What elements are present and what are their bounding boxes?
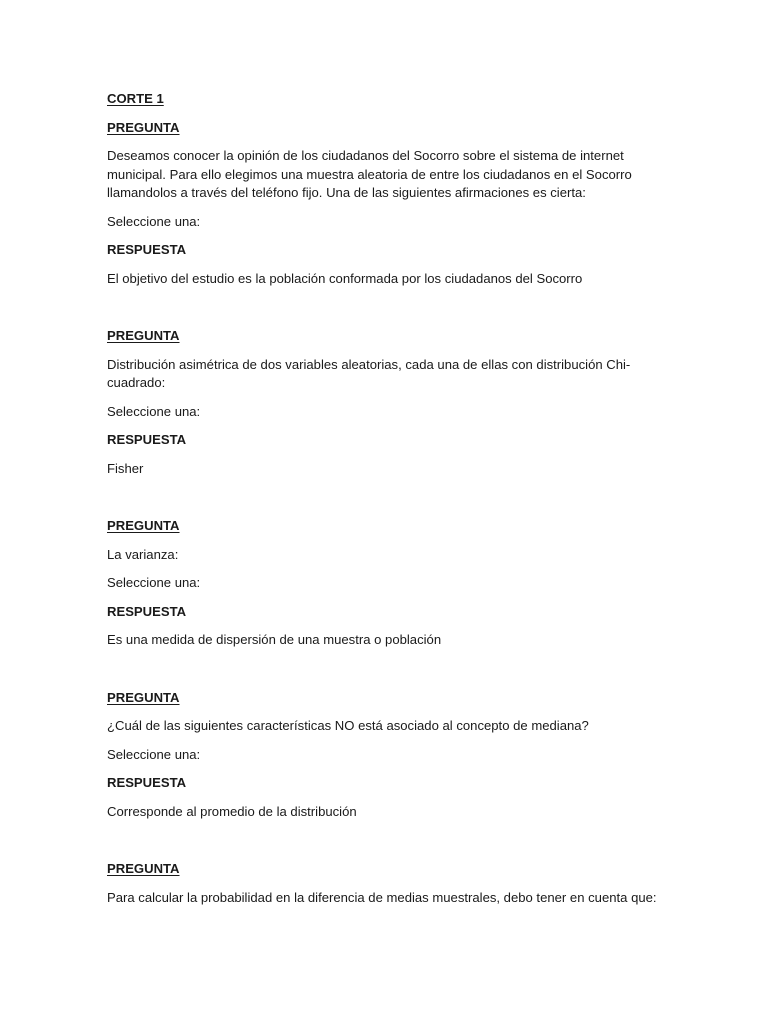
question-label: PREGUNTA (107, 689, 180, 705)
question-text: Deseamos conocer la opinión de los ciudadanos del Socorro sobre el sistema de internet municipal. Para ello elegimos una muestra aleatoria de entre los ciudadanos en el Socorro llamandolos a través del teléfono fijo. Una de las siguientes afirmaciones es cierta: (107, 148, 632, 200)
question-label: PREGUNTA (107, 518, 180, 533)
question-text: ¿Cuál de las siguientes características NO está asociado al concepto de mediana? (107, 718, 589, 733)
answer-text: Fisher (107, 460, 144, 476)
answer-text: Corresponde al promedio de la distribución (107, 803, 357, 819)
select-prompt: Seleccione una: (107, 746, 201, 762)
select-prompt: Seleccione una: (107, 403, 201, 419)
answer-label: RESPUESTA (107, 242, 187, 257)
select-prompt: Seleccione una: (107, 213, 201, 229)
document-content (107, 90, 662, 907)
question-label: PREGUNTA (107, 861, 180, 876)
question-text: Distribución asimétrica de dos variables aleatorias, cada una de ellas con distribución Chi-cuadrado: (107, 356, 631, 390)
question-text: La varianza: (107, 546, 179, 562)
answer-label: RESPUESTA (107, 603, 187, 619)
answer-label: RESPUESTA (107, 775, 187, 790)
answer-text: Es una medida de dispersión de una muestra o población (107, 632, 442, 647)
answer-label: RESPUESTA (107, 432, 187, 447)
question-text: Para calcular la probabilidad en la diferencia de medias muestrales, debo tener en cuenta que: (107, 889, 657, 905)
question-label: PREGUNTA (107, 119, 180, 135)
select-prompt: Seleccione una: (107, 575, 201, 590)
answer-text: El objetivo del estudio es la población conformada por los ciudadanos del Socorro (107, 270, 583, 286)
section-title: CORTE 1 (107, 91, 164, 106)
question-label: PREGUNTA (107, 328, 180, 343)
